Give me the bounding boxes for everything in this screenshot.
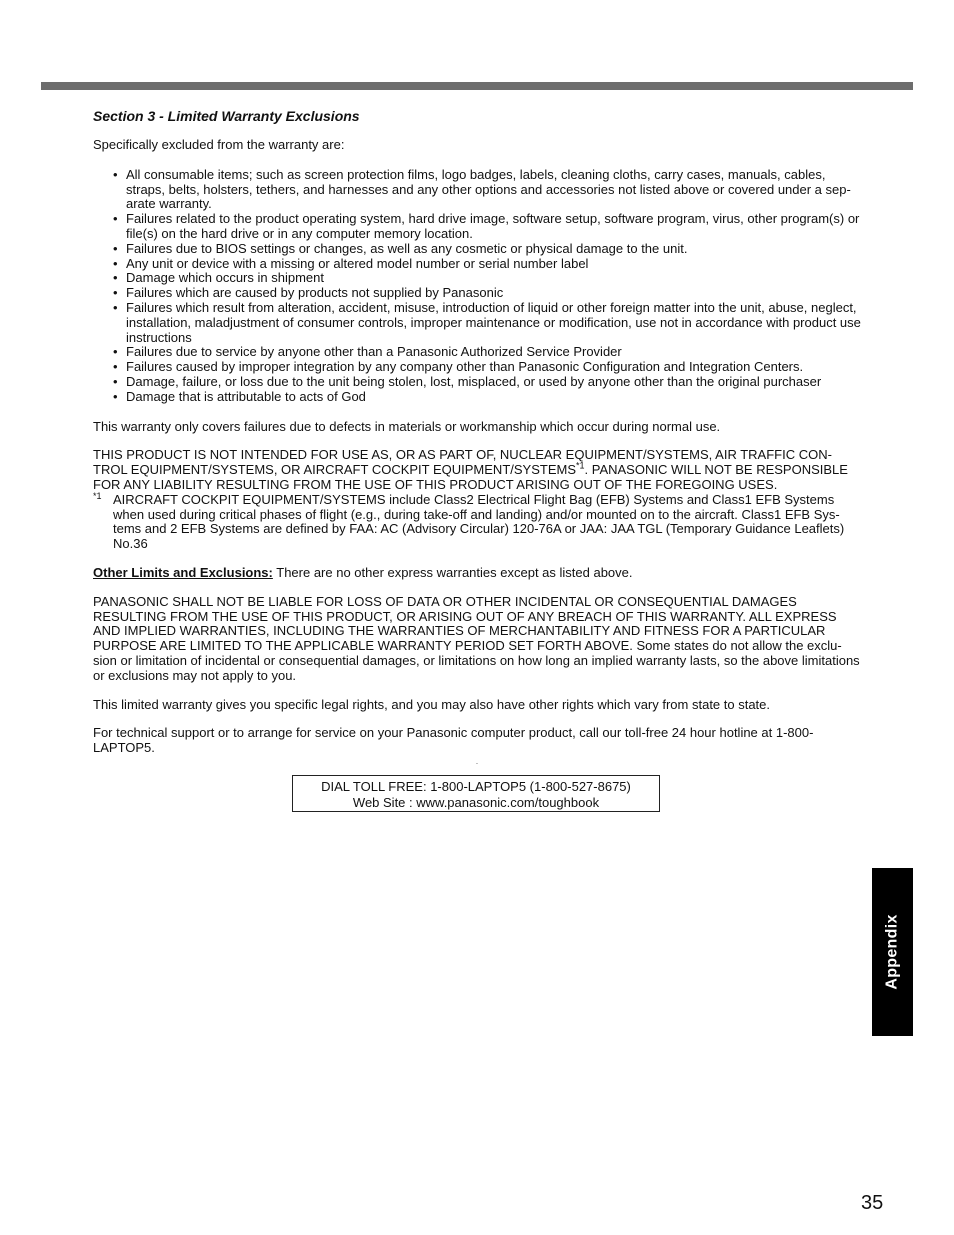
list-item: • Failures due to service by anyone other than a Panasonic Authorized Service Provider [113,345,861,360]
support-paragraph: For technical support or to arrange for service on your Panasonic computer product, call our toll-free 24 hour hotline at 1-800-LAPTOP5. [93,725,814,756]
rights-paragraph: This limited warranty gives you specific legal rights, and you may also have other rights which vary from state to state. [93,696,771,712]
header-rule [41,82,913,90]
toll-free-box [292,775,660,812]
coverage-note: This warranty only covers failures due to defects in materials or workmanship which occur during normal use. [93,418,721,434]
separator-dot: . [475,756,479,766]
appendix-side-tab [872,868,913,1036]
intro-text: Specifically excluded from the warranty are: [93,137,345,152]
footnote-mark: *1 [93,490,102,501]
footnote-reference: *1 [576,460,585,471]
website-line: Web Site : www.panasonic.com/toughbook [352,794,600,810]
list-item: • All consumable items; such as screen protection films, logo badges, labels, cleaning cloths, carry cases, manuals, cables, straps, belts, holsters, tethers, and harnesses and any other options and accessories not listed above or covered under a sep-arate warranty. [113,168,861,212]
list-item: • Damage that is attributable to acts of God [113,390,861,405]
other-limits-paragraph [93,566,861,581]
list-item: • Any unit or device with a missing or altered model number or serial number label [113,257,861,272]
list-item: • Damage which occurs in shipment [113,271,861,286]
list-item: • Failures related to the product operating system, hard drive image, software setup, software program, virus, other program(s) or file(s) on the hard drive or in any computer memory location. [113,212,861,242]
list-item: • Failures which are caused by products not supplied by Panasonic [113,286,861,301]
list-item: • Failures which result from alteration, accident, misuse, introduction of liquid or other foreign matter into the unit, abuse, neglect, installation, maladjustment of consumer controls, improper maintenance or modification, use not in accordance with product use instructions [113,301,861,345]
side-tab-label: Appendix [883,914,901,990]
other-limits-text: There are no other express warranties except as listed above. [272,564,633,580]
dial-toll-free-line: DIAL TOLL FREE: 1-800-LAPTOP5 (1-800-527-8675) [321,779,631,794]
footnote-text: AIRCRAFT COCKPIT EQUIPMENT/SYSTEMS include Class2 Electrical Flight Bag (EFB) Systems and Class1 EFB Systems when used during critical phases of flight (e.g., during take-off and landing) and/or mounted on to the aircraft. Class1 EFB Sys-tems and 2 EFB Systems are defined by FAA: AC (Advisory Circular) 120-76A or JAA: JAA TGL (Temporary Guidance Leaflets) No.36 [113,491,845,552]
section-title: Section 3 - Limited Warranty Exclusions [93,108,360,124]
not-intended-part2: . PANASONIC WILL NOT BE RESPONSIBLE FOR ANY LIABILITY RESULTING FROM THE USE OF THIS PRODUCT ARISING OUT OF THE FOREGOING USES. [93,462,848,492]
not-intended-part1: THIS PRODUCT IS NOT INTENDED FOR USE AS, OR AS PART OF, NUCLEAR EQUIPMENT/SYSTEMS, AIR TRAFFIC CON-TROL EQUIPMENT/SYSTEMS, OR AIRCRAFT COCKPIT EQUIPMENT/SYSTEMS [93,447,832,478]
page-number: 35 [861,1192,884,1214]
not-intended-paragraph [93,448,861,492]
list-item: • Failures due to BIOS settings or changes, as well as any cosmetic or physical damage to the unit. [113,242,861,257]
footnote [93,490,861,552]
exclusions-list [93,168,861,405]
warranty-content [93,108,861,766]
other-limits-label: Other Limits and Exclusions: [93,564,273,580]
liability-paragraph: PANASONIC SHALL NOT BE LIABLE FOR LOSS OF DATA OR OTHER INCIDENTAL OR CONSEQUENTIAL DAMAGES RESULTING FROM THE USE OF THIS PRODUCT, OR ARISING OUT OF ANY BREACH OF THIS WARRANTY. ALL EXPRESS AND IMPLIED WARRANTIES, INCLUDING THE WARRANTIES OF MERCHANTABILITY AND FITNESS FOR A PARTICULAR PURPOSE ARE LIMITED TO THE APPLICABLE WARRANTY PERIOD SET FORTH ABOVE. Some states do not allow the exclu-sion or limitation of incidental or consequential damages, or limitations on how long an implied warranty lasts, so the above limitations or exclusions may not apply to you. [93,593,860,683]
list-item: • Failures caused by improper integration by any company other than Panasonic Configuration and Integration Centers. [113,360,861,375]
list-item: • Damage, failure, or loss due to the unit being stolen, lost, misplaced, or used by anyone other than the original purchaser [113,375,861,390]
